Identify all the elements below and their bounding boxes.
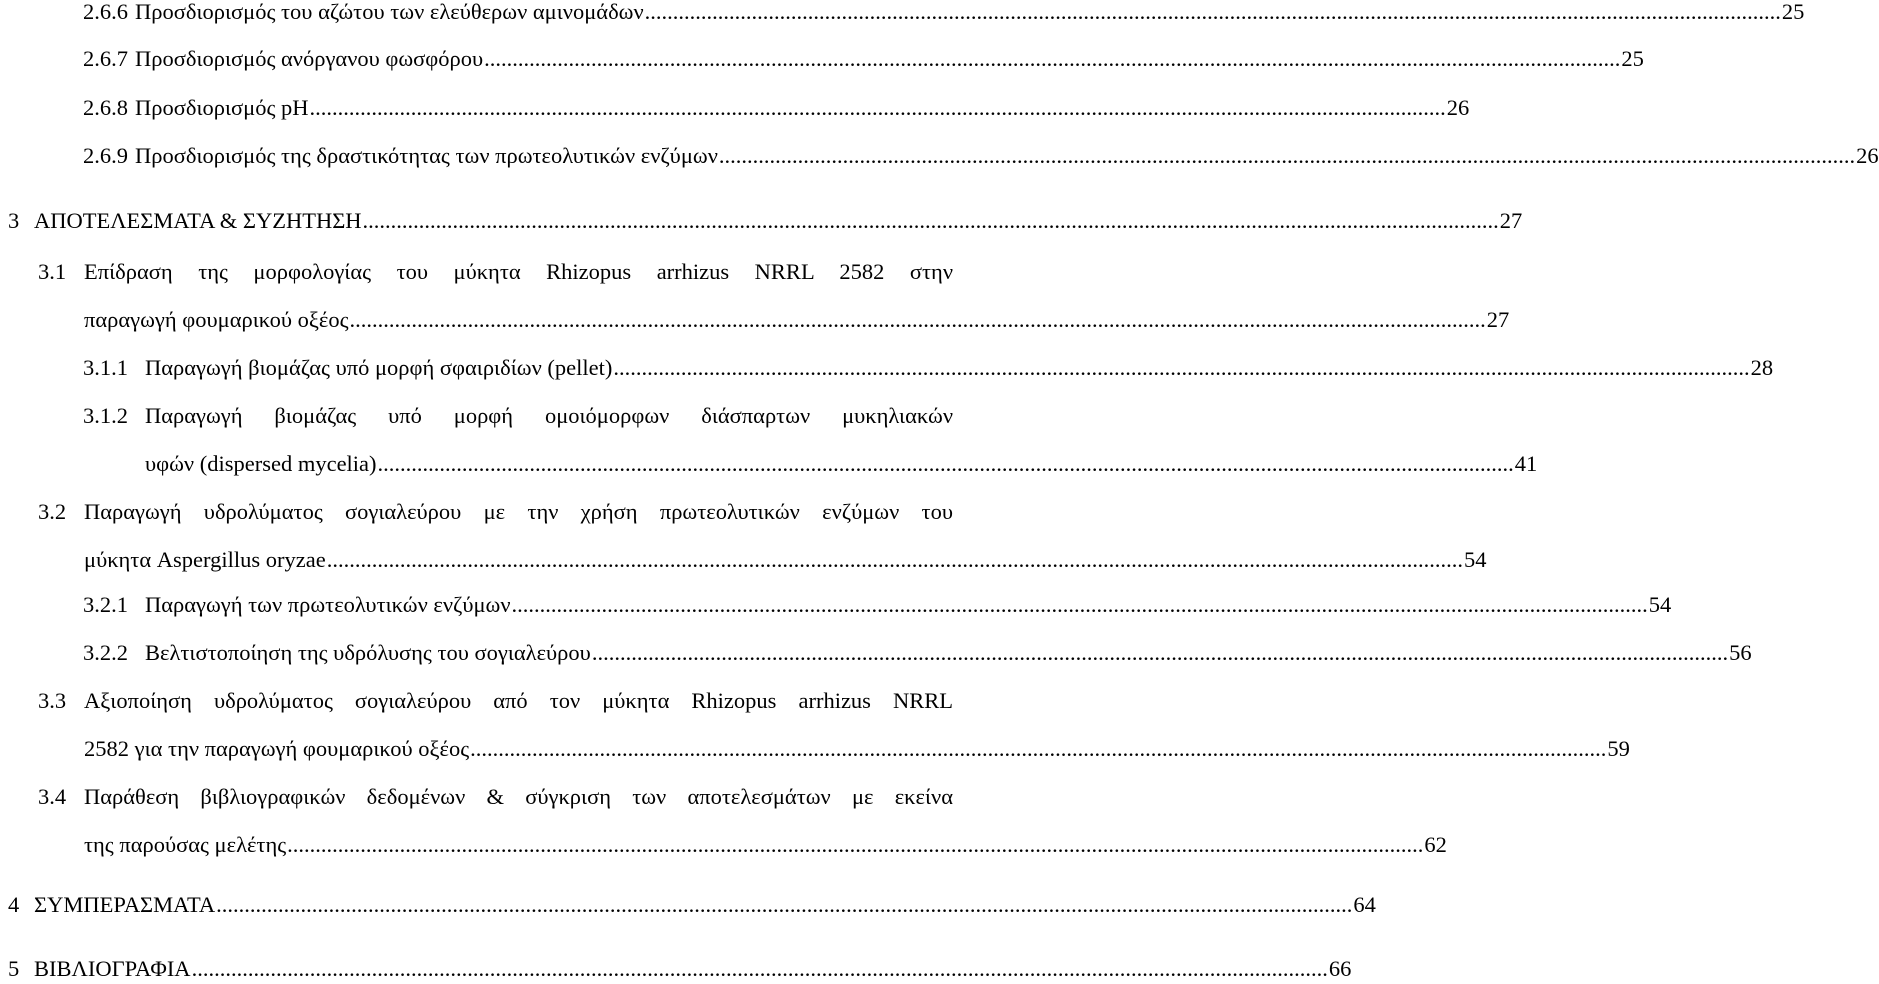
- toc-entry-page: 27: [1486, 307, 1510, 332]
- toc-leader-dots: [192, 954, 1328, 984]
- toc-leader-dots: [216, 890, 1352, 920]
- toc-entry-title: Προσδιορισμός της δραστικότητας των πρωτεολυτικών ενζύμων: [135, 143, 718, 168]
- toc-leader-dots: [363, 206, 1499, 236]
- toc-entry[interactable]: [84, 545, 1487, 575]
- toc-entry-number: 3.2.2: [83, 640, 128, 665]
- toc-entry-number: 3.1: [38, 259, 67, 284]
- toc-leader-dots: [719, 141, 1855, 171]
- toc-entry-number: 2.6.7: [83, 46, 128, 71]
- toc-entry-number: 5: [8, 956, 20, 981]
- toc-entry[interactable]: [83, 93, 1470, 123]
- toc-entry-number: 2.6.6: [83, 0, 128, 24]
- toc-entry-title-cont: μύκητα Aspergillus oryzae: [84, 547, 326, 572]
- toc-entry-title: Βελτιστοποίηση της υδρόλυσης του σογιαλεύρου: [145, 640, 591, 665]
- toc-entry-title-line[interactable]: [38, 782, 953, 812]
- toc-entry-page: 25: [1621, 46, 1644, 71]
- toc-entry[interactable]: [84, 305, 1510, 335]
- toc-entry-title: ΒΙΒΛΙΟΓΡΑΦΙΑ: [34, 956, 191, 981]
- toc-entry-number: 2.6.8: [83, 95, 128, 120]
- toc-entry-title: Παραγωγή βιομάζας υπό μορφή ομοιόμορφων διάσπαρτων μυκηλιακών: [145, 403, 953, 428]
- toc-entry-title: ΑΠΟΤΕΛΕΣΜΑΤΑ & ΣΥΖΗΤΗΣΗ: [34, 208, 362, 233]
- toc-entry-title: ΣΥΜΠΕΡΑΣΜΑΤΑ: [34, 892, 216, 917]
- toc-entry-page: 64: [1353, 892, 1376, 917]
- toc-entry-number: 3.1.2: [83, 403, 128, 428]
- toc-leader-dots: [310, 93, 1446, 123]
- toc-entry-number: 3.1.1: [83, 355, 128, 380]
- toc-entry-title: Παραγωγή υδρολύματος σογιαλεύρου με την χρήση πρωτεολυτικών ενζύμων του: [84, 499, 953, 524]
- toc-leader-dots: [470, 734, 1606, 764]
- toc-entry-page: 54: [1463, 547, 1487, 572]
- toc-entry-number: 3: [8, 208, 20, 233]
- toc-entry-title-cont: της παρούσας μελέτης: [84, 832, 287, 857]
- toc-entry[interactable]: [84, 734, 1630, 764]
- toc-entry-page: 56: [1729, 640, 1752, 665]
- toc-leader-dots: [645, 0, 1781, 27]
- toc-entry[interactable]: [8, 890, 1376, 920]
- toc-entry-title-line[interactable]: [38, 257, 953, 287]
- toc-entry-page: 62: [1424, 832, 1447, 857]
- toc-entry-page: 26: [1446, 95, 1470, 120]
- toc-entry-title-line[interactable]: [83, 401, 953, 431]
- toc-entry[interactable]: [83, 590, 1672, 620]
- toc-entry-page: 26: [1856, 143, 1879, 168]
- toc-entry[interactable]: [8, 206, 1523, 236]
- toc-entry-title: Αξιοποίηση υδρολύματος σογιαλεύρου από τον μύκητα Rhizopus arrhizus NRRL: [84, 688, 953, 713]
- toc-entry[interactable]: [83, 44, 1644, 74]
- toc-entry[interactable]: [84, 830, 1447, 860]
- toc-entry-title: Προσδιορισμός του αζώτου των ελεύθερων αμινομάδων: [135, 0, 644, 24]
- toc-entry-page: 54: [1648, 592, 1672, 617]
- toc-entry-page: 41: [1514, 451, 1538, 476]
- toc-entry-number: 4: [8, 892, 20, 917]
- toc-entry-page: 27: [1499, 208, 1523, 233]
- toc-entry-title-line[interactable]: [38, 497, 953, 527]
- toc-leader-dots: [378, 449, 1514, 479]
- toc-entry-number: 3.2.1: [83, 592, 128, 617]
- toc-entry-title: Προσδιορισμός ανόργανου φωσφόρου: [135, 46, 484, 71]
- toc-entry-number: 3.4: [38, 784, 67, 809]
- toc-entry-page: 28: [1750, 355, 1774, 380]
- toc-entry[interactable]: [8, 954, 1352, 984]
- toc-entry-title: Προσδιορισμός pH: [135, 95, 309, 120]
- toc-entry-page: 59: [1607, 736, 1630, 761]
- toc-leader-dots: [613, 353, 1749, 383]
- toc-leader-dots: [350, 305, 1486, 335]
- toc-leader-dots: [287, 830, 1423, 860]
- toc-leader-dots: [484, 44, 1620, 74]
- toc-entry[interactable]: [145, 449, 1538, 479]
- toc-entry-title-cont: υφών (dispersed mycelia): [145, 451, 377, 476]
- toc-entry-title: Παραγωγή βιομάζας υπό μορφή σφαιριδίων (pellet): [145, 355, 613, 380]
- toc-entry[interactable]: [83, 0, 1805, 27]
- toc-entry[interactable]: [83, 141, 1879, 171]
- toc-leader-dots: [512, 590, 1648, 620]
- toc-entry-page: 66: [1328, 956, 1352, 981]
- toc-leader-dots: [592, 638, 1728, 668]
- toc-entry-title: Παράθεση βιβλιογραφικών δεδομένων & σύγκριση των αποτελεσμάτων με εκείνα: [84, 784, 953, 809]
- toc-entry[interactable]: [83, 353, 1774, 383]
- toc-entry-number: 2.6.9: [83, 143, 128, 168]
- toc-entry-number: 3.2: [38, 499, 67, 524]
- toc-entry-title: Επίδραση της μορφολογίας του μύκητα Rhizopus arrhizus NRRL 2582 στην: [84, 259, 953, 284]
- toc-leader-dots: [327, 545, 1463, 575]
- toc-entry-number: 3.3: [38, 688, 67, 713]
- toc-entry-page: 25: [1781, 0, 1805, 24]
- toc-entry[interactable]: [83, 638, 1752, 668]
- toc-entry-title: Παραγωγή των πρωτεολυτικών ενζύμων: [145, 592, 511, 617]
- toc-entry-title-cont: 2582 για την παραγωγή φουμαρικού οξέος: [84, 736, 470, 761]
- toc-entry-title-cont: παραγωγή φουμαρικού οξέος: [84, 307, 349, 332]
- toc-entry-title-line[interactable]: [38, 686, 953, 716]
